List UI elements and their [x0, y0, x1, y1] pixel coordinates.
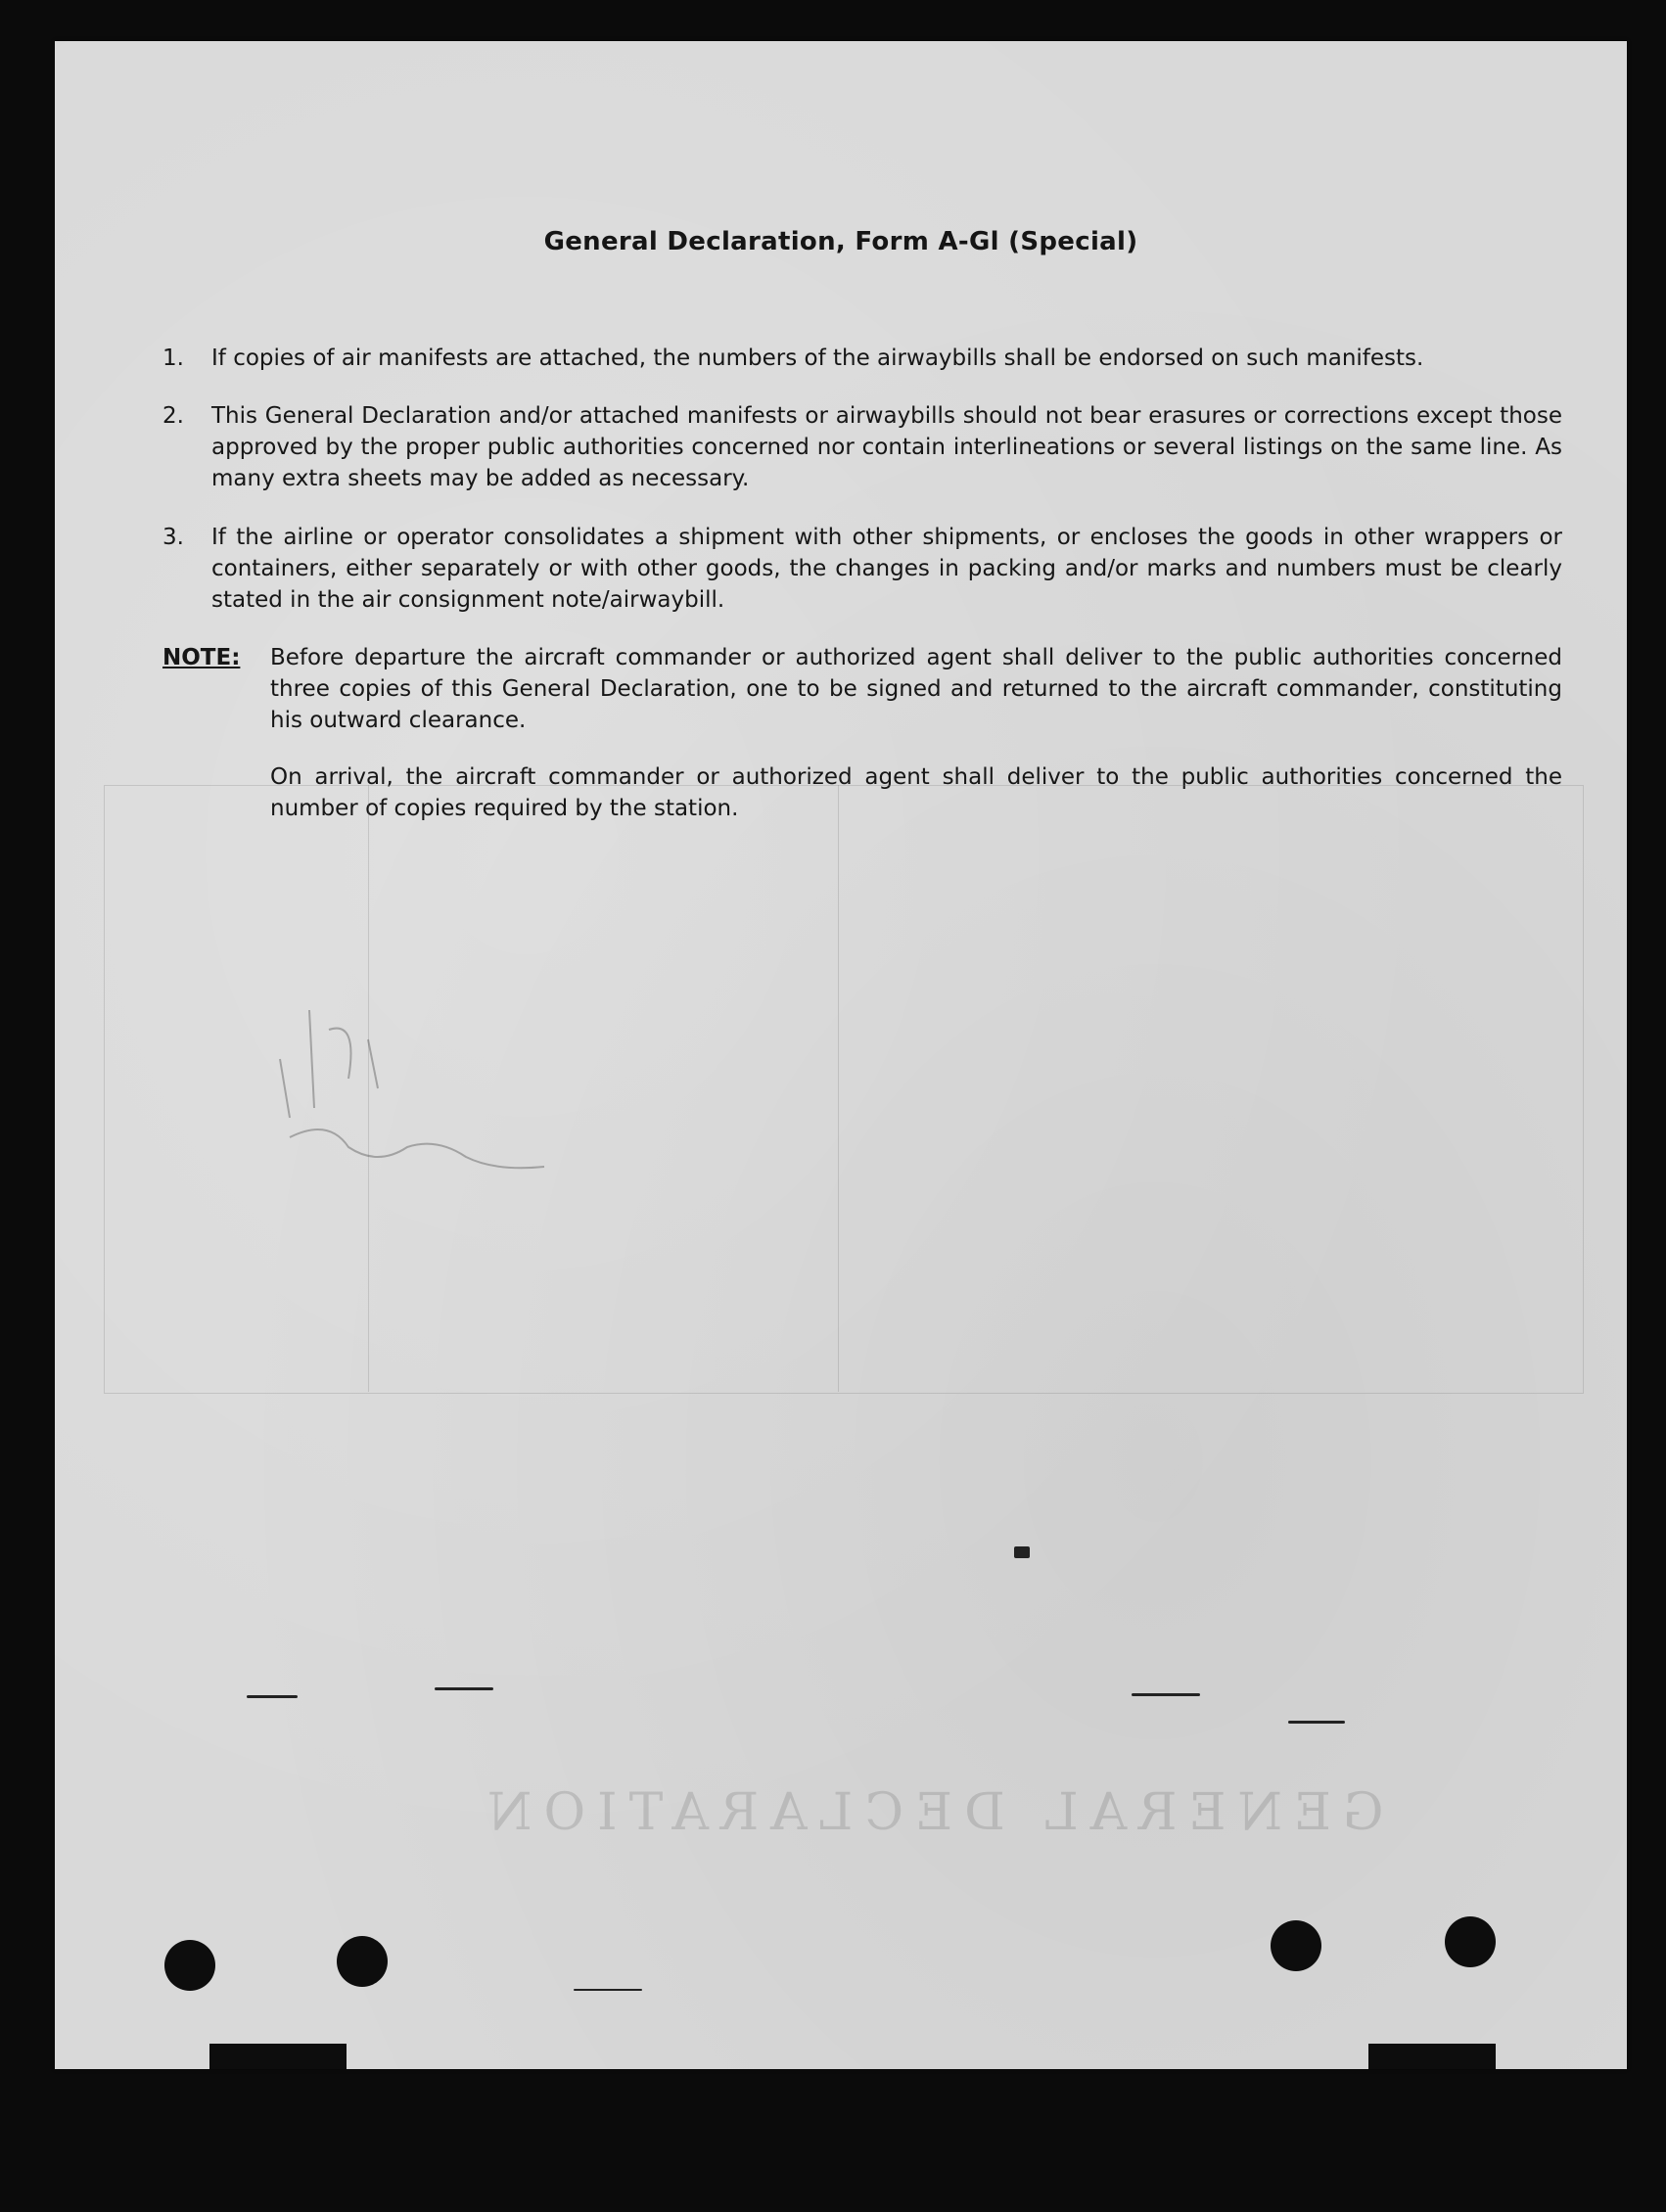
bleed-through-divider [838, 785, 840, 1392]
instruction-item-2 [162, 400, 1562, 494]
pencil-scribble [270, 1000, 564, 1196]
note-label: NOTE: [162, 645, 241, 670]
item-text: This General Declaration and/or attached manifests or airwaybills should not bear erasures or corrections except those approved by the proper public authorities concerned nor contain interlineations or several listings on the same line. As many extra sheets may be added as necessary. [211, 403, 1562, 491]
note-text: Before departure the aircraft commander or authorized agent shall deliver to the public authorities concerned three copies of this General Declaration, one to be signed and returned to the aircraft commander, constituting his outward clearance. [270, 645, 1562, 733]
ink-speck [247, 1695, 298, 1698]
punch-hole [1445, 1916, 1496, 1967]
item-number: 1. [162, 346, 184, 371]
ink-speck [1132, 1693, 1200, 1696]
item-number: 2. [162, 403, 184, 429]
binding-tab [209, 2044, 347, 2069]
document-page [55, 41, 1627, 2069]
form-title: General Declaration, Form A-Gl (Special) [543, 227, 1138, 256]
ink-speck [574, 1989, 642, 1991]
arrival-note: On arrival, the aircraft commander or authorized agent shall deliver to the public authorities concerned the number of copies required by the station. [270, 764, 1562, 821]
punch-hole [337, 1936, 388, 1987]
instruction-item-1 [162, 343, 1562, 374]
bleed-through-heading: GENERAL DECLARATION [476, 1783, 1384, 1842]
ink-speck [1014, 1546, 1030, 1558]
ink-speck [1288, 1721, 1345, 1724]
binding-tab [1368, 2044, 1496, 2069]
departure-note [162, 642, 1562, 736]
punch-hole [164, 1940, 215, 1991]
instruction-item-3 [162, 522, 1562, 616]
punch-hole [1271, 1920, 1321, 1971]
item-text: If the airline or operator consolidates a shipment with other shipments, or encloses the goods in other wrappers or containers, either separately or with other goods, the changes in packing and/or marks and numbers must be clearly stated in the air consignment note/airwaybill. [211, 525, 1562, 613]
ink-speck [435, 1687, 493, 1690]
item-text: If copies of air manifests are attached, the numbers of the airwaybills shall be endorsed on such manifests. [211, 346, 1424, 371]
item-number: 3. [162, 525, 184, 550]
